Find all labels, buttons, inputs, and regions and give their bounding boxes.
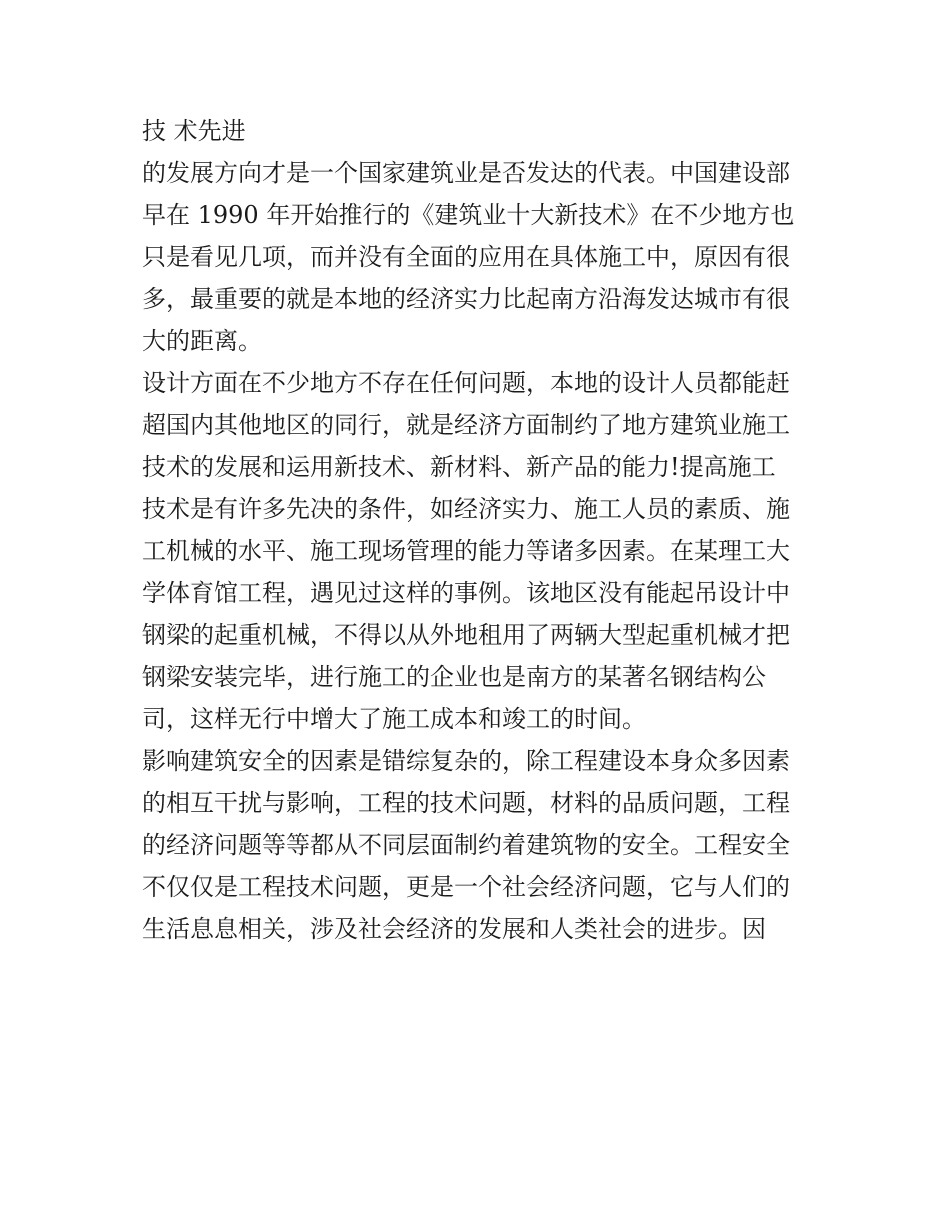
- text-line: 只是看见几项，而并没有全面的应用在具体施工中，原因有很: [142, 243, 790, 271]
- text-line: 学体育馆工程，遇见过这样的事例。该地区没有能起吊设计中: [142, 579, 790, 607]
- text-line: 设计方面在不少地方不存在任何问题，本地的设计人员都能赶: [142, 369, 790, 397]
- text-line: 不仅仅是工程技术问题，更是一个社会经济问题，它与人们的: [142, 873, 790, 901]
- text-line: 司，这样无行中增大了施工成本和竣工的时间。: [142, 705, 646, 733]
- text-line: 技术的发展和运用新技术、新材料、新产品的能力!提高施工: [142, 453, 776, 481]
- text-line: 技术是有许多先决的条件，如经济实力、施工人员的素质、施: [142, 495, 790, 523]
- text-line: 工机械的水平、施工现场管理的能力等诸多因素。在某理工大: [142, 537, 790, 565]
- document-body: [142, 110, 818, 950]
- text-line: 影响建筑安全的因素是错综复杂的，除工程建设本身众多因素: [142, 747, 790, 775]
- text-line: 的相互干扰与影响，工程的技术问题，材料的品质问题，工程: [142, 789, 790, 817]
- paragraph-1: [142, 152, 818, 362]
- text-line: 钢梁安装完毕，进行施工的企业也是南方的某著名钢结构公: [142, 663, 766, 691]
- text-line: 的经济问题等等都从不同层面制约着建筑物的安全。工程安全: [142, 831, 790, 859]
- text-line: 超国内其他地区的同行，就是经济方面制约了地方建筑业施工: [142, 411, 790, 439]
- document-heading: 技 术先进: [142, 117, 246, 145]
- text-line: 生活息息相关，涉及社会经济的发展和人类社会的进步。因: [142, 915, 766, 943]
- text-line: 大的距离。: [142, 327, 262, 355]
- text-line: 多，最重要的就是本地的经济实力比起南方沿海发达城市有很: [142, 285, 790, 313]
- text-line: 早在 1990 年开始推行的《建筑业十大新技术》在不少地方也: [142, 201, 795, 229]
- text-line: 钢梁的起重机械，不得以从外地租用了两辆大型起重机械才把: [142, 621, 790, 649]
- paragraph-3: [142, 740, 818, 950]
- text-line: 的发展方向才是一个国家建筑业是否发达的代表。中国建设部: [142, 159, 790, 187]
- paragraph-2: [142, 362, 818, 740]
